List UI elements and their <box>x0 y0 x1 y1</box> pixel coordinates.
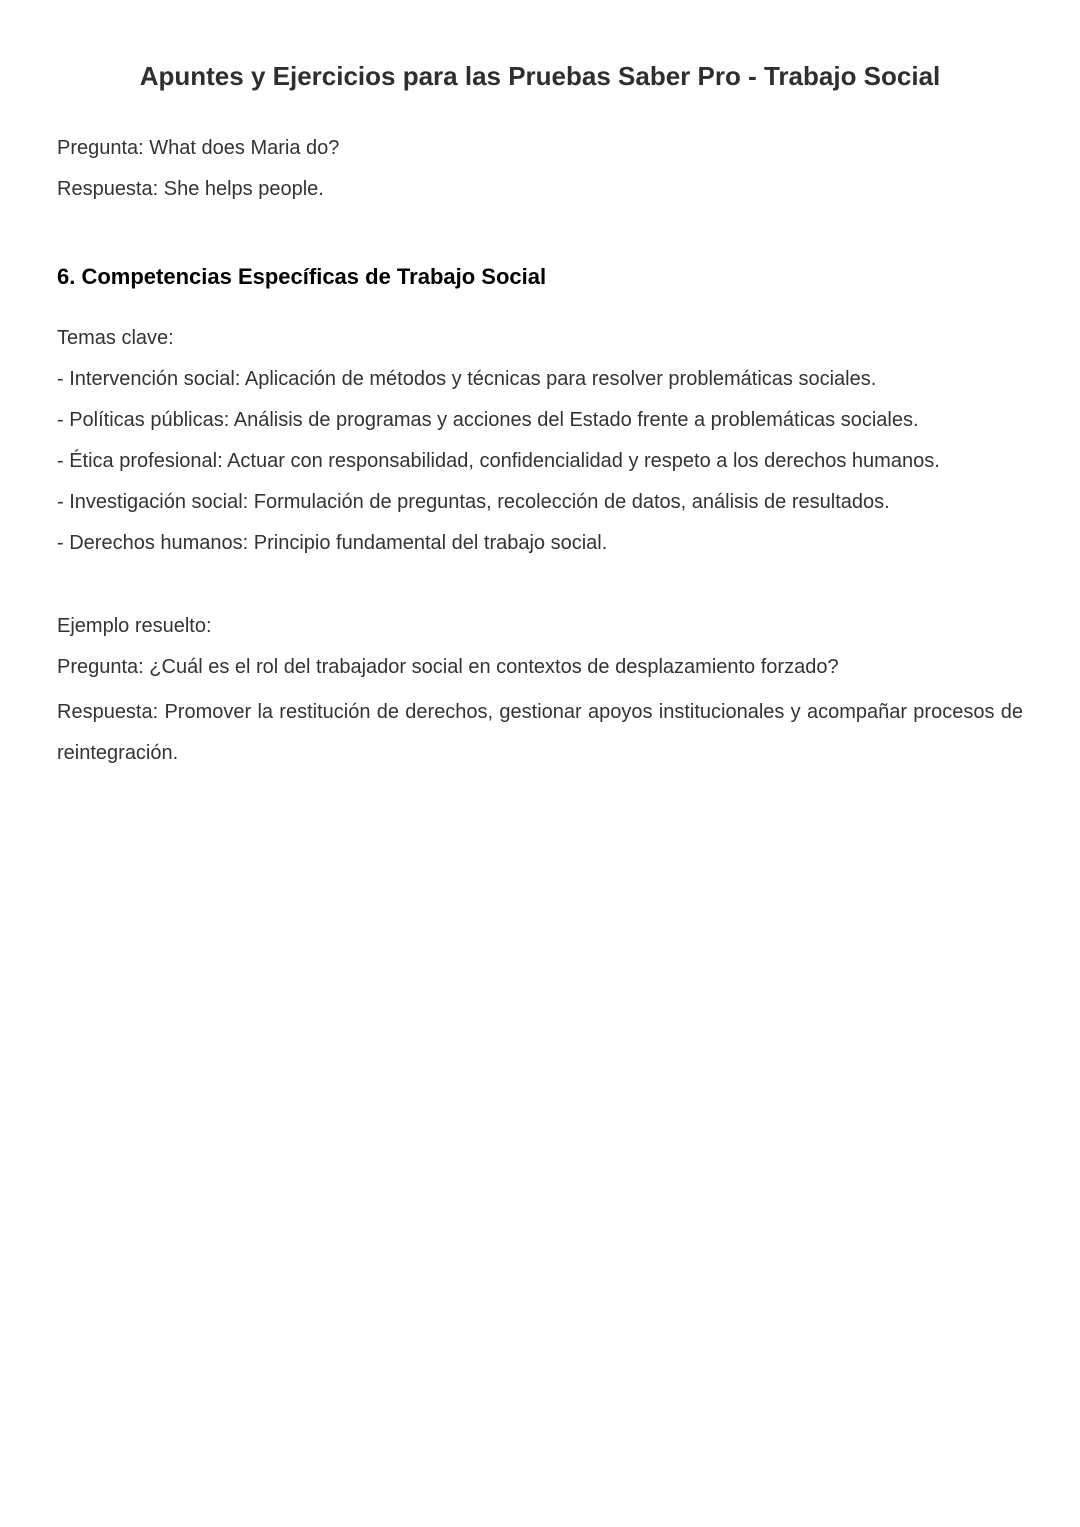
intro-question: Pregunta: What does Maria do? <box>57 137 340 159</box>
topic-item: - Ética profesional: Actuar con responsabilidad, confidencialidad y respeto a los derechos humanos. <box>57 450 940 472</box>
topics-label: Temas clave: <box>57 327 174 349</box>
topic-item: - Políticas públicas: Análisis de programas y acciones del Estado frente a problemáticas sociales. <box>57 409 919 431</box>
example-answer: Respuesta: Promover la restitución de derechos, gestionar apoyos institucionales y acompañar procesos de reintegración. <box>57 701 1023 764</box>
example-question: Pregunta: ¿Cuál es el rol del trabajador social en contextos de desplazamiento forzado? <box>57 656 839 678</box>
topic-item: - Intervención social: Aplicación de métodos y técnicas para resolver problemáticas sociales. <box>57 368 877 390</box>
section-heading: 6. Competencias Específicas de Trabajo Social <box>57 264 547 289</box>
example-label: Ejemplo resuelto: <box>57 615 212 637</box>
intro-answer: Respuesta: She helps people. <box>57 178 324 200</box>
topic-item: - Investigación social: Formulación de preguntas, recolección de datos, análisis de resultados. <box>57 491 890 513</box>
page-title: Apuntes y Ejercicios para las Pruebas Saber Pro - Trabajo Social <box>139 61 941 91</box>
topic-item: - Derechos humanos: Principio fundamental del trabajo social. <box>57 532 608 554</box>
